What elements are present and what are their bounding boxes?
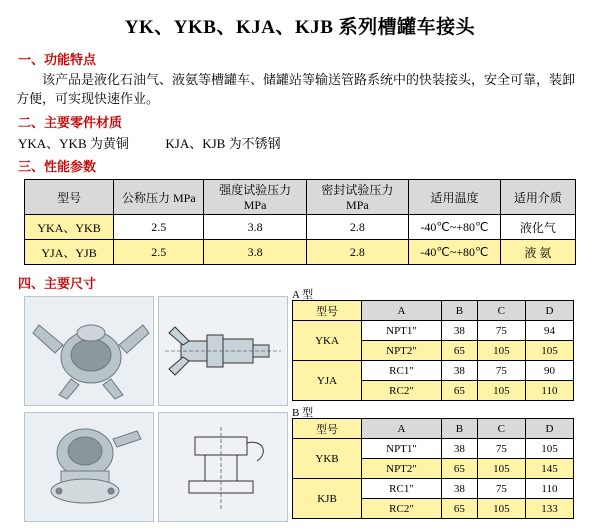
dim-b-cell: 38 [442,439,478,459]
dim-b-cell: 105 [477,499,525,519]
dim-a-header-a: A [362,301,442,321]
coupling-photo-b [24,412,154,522]
table-row [25,240,576,265]
dim-a-header-c: C [477,301,525,321]
table-row [293,479,574,499]
dim-a-cell: 90 [525,361,573,381]
section-heading-dimensions: 四、主要尺寸 [18,276,97,291]
dim-a-cell: 65 [442,341,478,361]
dim-a-cell: NPT2" [362,341,442,361]
dim-a-cell: 38 [442,361,478,381]
section-heading-features: 一、功能特点 [18,52,97,67]
dim-b-model-ykb: YKB [293,439,362,479]
dim-a-cell: 105 [477,341,525,361]
spec-cell-seal: 2.8 [306,215,408,240]
dim-a-cell: 105 [477,381,525,401]
section-heading-spec: 三、性能参数 [18,159,97,174]
type-label-a: A 型 [292,289,314,301]
page-title: YK、YKB、KJA、KJB 系列槽罐车接头 [124,17,476,38]
dim-b-cell: RC2" [362,499,442,519]
spec-cell-strength: 3.8 [204,240,306,265]
material-line [18,133,600,152]
dim-a-cell: 110 [525,381,573,401]
coupling-photo-a [24,296,154,406]
spec-header-nominal-pressure: 公称压力 MPa [114,180,204,215]
dim-a-cell: 65 [442,381,478,401]
dim-b-cell: 105 [477,459,525,479]
spec-header-seal-test: 密封试验压力 MPa [306,180,408,215]
material-text-brass: YKA、YKB 为黄铜 [18,136,129,151]
dim-a-cell: 105 [525,341,573,361]
dim-b-header-a: A [362,419,442,439]
spec-cell-temp: -40℃~+80℃ [409,240,501,265]
dim-b-header-c: C [477,419,525,439]
material-text-steel: KJA、KJB 为不锈钢 [165,136,281,151]
dim-a-header-model: 型号 [293,301,362,321]
table-header-row [293,301,574,321]
spec-cell-medium: 液 氨 [500,240,575,265]
spec-cell-seal: 2.8 [306,240,408,265]
dim-b-cell: 105 [525,439,573,459]
dim-b-cell: 110 [525,479,573,499]
dim-a-model-yja: YJA [293,361,362,401]
section-heading-material: 二、主要零件材质 [18,115,123,130]
dim-b-cell: 145 [525,459,573,479]
table-row [293,361,574,381]
table-header-row [293,419,574,439]
dim-b-header-model: 型号 [293,419,362,439]
dim-b-cell: 38 [442,479,478,499]
dim-b-cell: RC1" [362,479,442,499]
dim-b-cell: NPT1" [362,439,442,459]
dim-a-cell: 94 [525,321,573,341]
coupling-drawing-a [158,296,288,406]
dimension-table-b [292,418,574,519]
dim-a-cell: NPT1" [362,321,442,341]
dim-b-model-kjb: KJB [293,479,362,519]
dim-b-cell: 75 [477,439,525,459]
dim-a-cell: 75 [477,321,525,341]
spec-header-temperature: 适用温度 [409,180,501,215]
dimensions-area [0,289,600,528]
spec-header-medium: 适用介质 [500,180,575,215]
spec-cell-strength: 3.8 [204,215,306,240]
coupling-drawing-b [158,412,288,522]
spec-header-strength-test: 强度试验压力 MPa [204,180,306,215]
table-row [25,215,576,240]
spec-cell-model: YJA、YJB [25,240,114,265]
dim-b-cell: 133 [525,499,573,519]
dim-a-cell: 38 [442,321,478,341]
spec-cell-nominal: 2.5 [114,240,204,265]
dim-b-cell: NPT2" [362,459,442,479]
type-label-b: B 型 [292,407,314,419]
spec-table [24,179,576,265]
dim-b-header-b: B [442,419,478,439]
spec-cell-medium: 液化气 [500,215,575,240]
dim-a-cell: RC2" [362,381,442,401]
dim-a-header-d: D [525,301,573,321]
table-row [293,439,574,459]
dim-a-model-yka: YKA [293,321,362,361]
dim-a-cell: RC1" [362,361,442,381]
dim-b-cell: 75 [477,479,525,499]
dimension-table-a [292,300,574,401]
spec-cell-nominal: 2.5 [114,215,204,240]
spec-header-model: 型号 [25,180,114,215]
dim-b-cell: 65 [442,499,478,519]
spec-cell-temp: -40℃~+80℃ [409,215,501,240]
table-header-row [25,180,576,215]
dim-b-header-d: D [525,419,573,439]
features-paragraph: 该产品是液化石油气、液氨等槽罐车、储罐站等输送管路系统中的快装接头，安全可靠，装卸方便，可实现快速作业。 [16,72,576,106]
dim-b-cell: 65 [442,459,478,479]
dim-a-cell: 75 [477,361,525,381]
table-row [293,321,574,341]
spec-cell-model: YKA、YKB [25,215,114,240]
dim-a-header-b: B [442,301,478,321]
